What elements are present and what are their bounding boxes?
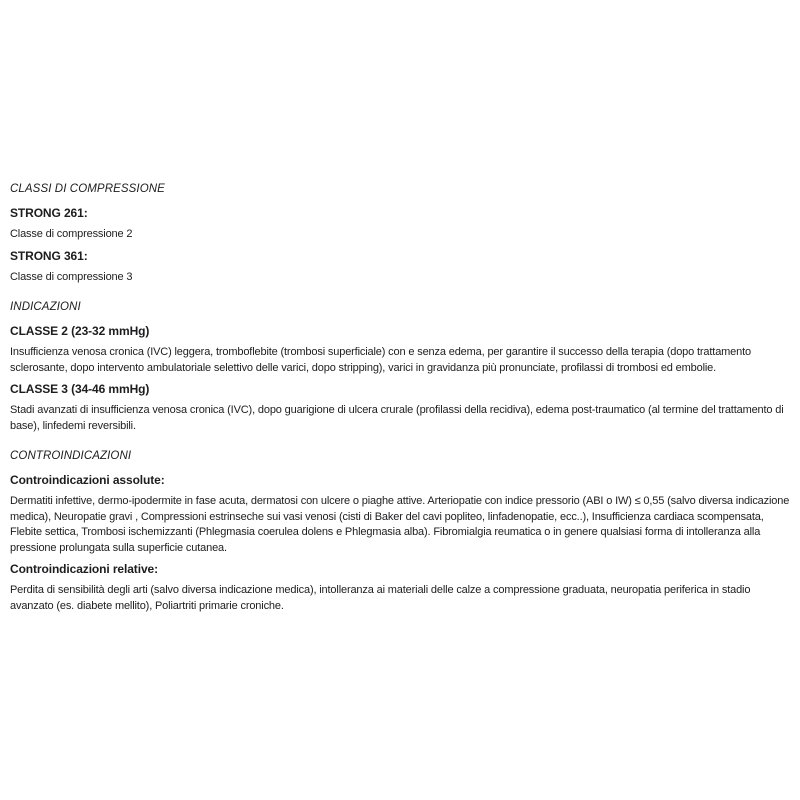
product-label-strong-261: STRONG 261: [10,206,88,220]
indication-label-class-3: CLASSE 3 (34-46 mmHg) [10,382,150,396]
section-contraindications [10,450,790,614]
contraindication-paragraph-relative: Perdita di sensibilità degli arti (salvo diversa indicazione medica), intolleranza ai materiali delle calze a compressione graduata, neuropatia periferica in stadio avanzato (es. diabete mellito), Poliartriti primarie croniche. [10,584,751,612]
product-label-strong-361: STRONG 361: [10,248,88,263]
indication-label-class-2: CLASSE 2 (23-32 mmHg) [10,324,150,338]
section-heading-compression-classes: CLASSI DI COMPRESSIONE [10,183,165,195]
product-class-strong-261: Classe di compressione 2 [10,228,133,240]
indication-paragraph-class-3: Stadi avanzati di insufficienza venosa cronica (IVC), dopo guarigione di ulcera crurale (profilassi della recidiva), edema post-traumatico (al termine del trattamento di base), linfedemi reversibili. [10,404,784,432]
section-heading-contraindications: CONTROINDICAZIONI [10,450,132,462]
contraindication-paragraph-absolute: Dermatiti infettive, dermo-ipodermite in fase acuta, dermatosi con ulcere o piaghe attive. Arteriopatie con indice pressorio (ABI o IW) ≤ 0,55 (salvo diversa indicazione medica), Neuropatie gravi , Compressioni estrinseche sui vasi venosi (cisti di Baker del cavi popliteo, linfadenopatie, ecc..), Insufficienza cardiaca scompensata, Flebite settica, Trombosi ischemizzanti (Phlegmasia coerulea dolens e Phlegmasia alba). Fibromialgia reumatica o in genere qualsiasi forma di intolleranza alla pressione prolungata sulla superficie cutanea. [10,495,790,554]
indication-paragraph-class-2: Insufficienza venosa cronica (IVC) leggera, tromboflebite (trombosi superficiale) con e senza edema, per garantire il successo della terapia (dopo trattamento sclerosante, dopo intervento ambulatoriale selettivo delle varici, dopo stripping), varici in gravidanza più pronunciate, profilassi di trombosi ed embolie. [10,346,751,374]
contraindication-label-relative: Controindicazioni relative: [10,562,158,576]
section-indications [10,301,790,434]
section-compression-classes [10,183,790,285]
contraindication-label-absolute: Controindicazioni assolute: [10,473,165,487]
section-heading-indications: INDICAZIONI [10,301,81,313]
product-class-strong-361: Classe di compressione 3 [10,270,133,283]
